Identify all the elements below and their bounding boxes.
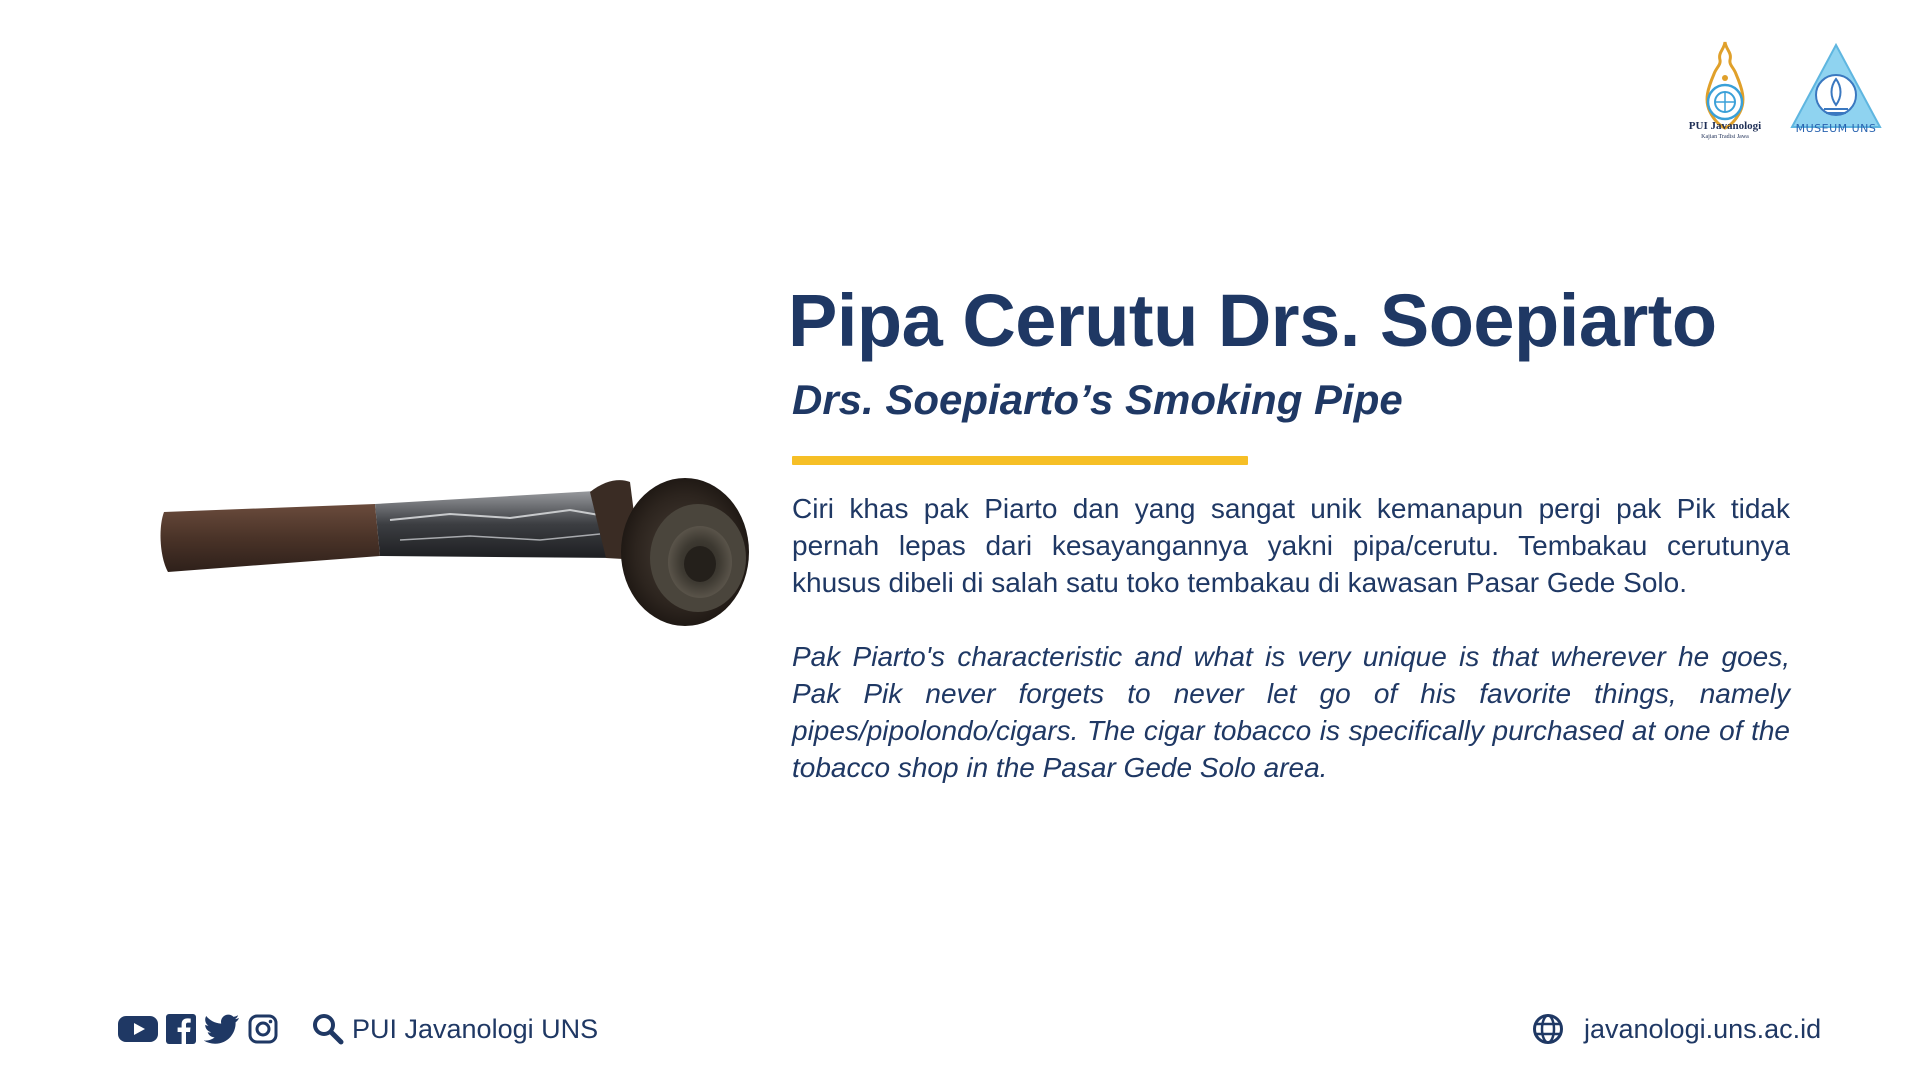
footer-social bbox=[118, 1006, 598, 1052]
museum-logo-name: MUSEUM UNS bbox=[1795, 122, 1877, 135]
page-subtitle: Drs. Soepiarto’s Smoking Pipe bbox=[792, 376, 1403, 423]
globe-icon bbox=[1532, 1013, 1564, 1045]
youtube-icon[interactable] bbox=[118, 1014, 158, 1044]
description-english: Pak Piarto's characteristic and what is very unique is that wherever he goes, Pak Pik never forgets to never let go of his favorite things, namely pipes/pipolondo/cigars. The cigar tobacco is specifically purchased at one of the tobacco shop in the Pasar Gede Solo area. bbox=[792, 641, 1790, 783]
facebook-icon[interactable] bbox=[166, 1014, 196, 1044]
logo-group bbox=[1680, 26, 1892, 146]
page-title: Pipa Cerutu Drs. Soepiarto bbox=[788, 279, 1717, 362]
accent-divider bbox=[792, 456, 1248, 465]
smoking-pipe-photo bbox=[150, 440, 750, 660]
twitter-icon[interactable] bbox=[204, 1014, 240, 1044]
website-link[interactable] bbox=[1532, 1006, 1821, 1052]
search-icon bbox=[312, 1013, 344, 1045]
website-url: javanologi.uns.ac.id bbox=[1584, 1013, 1822, 1044]
instagram-icon[interactable] bbox=[248, 1014, 278, 1044]
description-indonesian: Ciri khas pak Piarto dan yang sangat unik kemanapun pergi pak Pik tidak pernah lepas dari kesayangannya yakni pipa/cerutu. Tembakau cerutunya khusus dibeli di salah satu toko tembakau di kawasan Pasar Gede Solo. bbox=[792, 493, 1790, 598]
social-handle-label: PUI Javanologi UNS bbox=[352, 1013, 599, 1044]
search-link[interactable] bbox=[312, 1013, 598, 1045]
pui-logo-tagline: Kajian Tradisi Jawa bbox=[1701, 134, 1749, 140]
pui-logo-name: PUI Javanologi bbox=[1688, 120, 1762, 132]
